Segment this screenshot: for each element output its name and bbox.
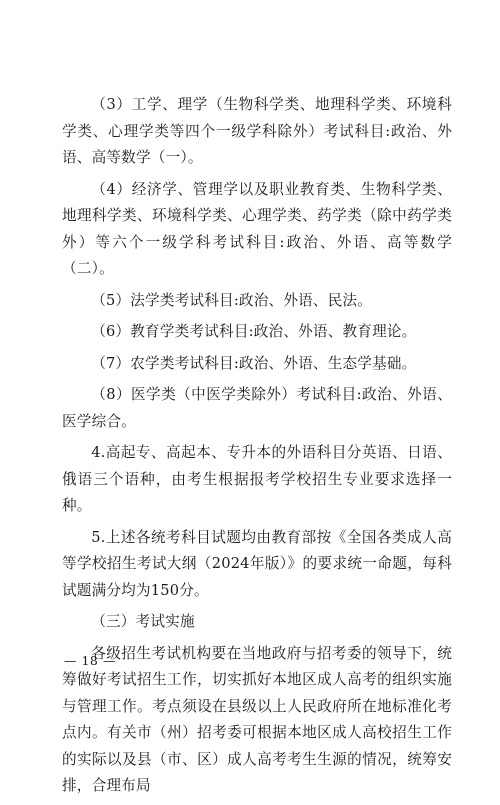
paragraph-exam-syllabus: 5.上述各统考科目试题均由教育部按《全国各类成人高等学校招生考试大纲（2024年版）》的要求统一命题，每科试题满分均为150分。 (62, 528, 452, 599)
paragraph-law-subjects: （5）法学类考试科目:政治、外语、民法。 (91, 291, 373, 309)
paragraph-agriculture-subjects: （7）农学类考试科目:政治、外语、生态学基础。 (91, 354, 417, 372)
section-heading-exam-implementation: （三）考试实施 (91, 613, 195, 630)
page-number: — 18 — (64, 653, 116, 668)
paragraph-exam-implementation: 各级招生考试机构要在当地政府与招考委的领导下，统筹做好考试招生工作，切实抓好本地区成人高考的组织实施与管理工作。考点须设在县级以上人民政府所在地标准化考点内。有关市（州）招考委可根据本地区成人高校招生工作的实际以及县（市、区）成人高考考生生源的情况，统筹安排，合理布局 (62, 644, 452, 794)
paragraph-engineering-science-subjects: （3）工学、理学（生物科学类、地理科学类、环境科学类、心理学类等四个一级学科除外）考试科目:政治、外语、高等数学（一）。 (62, 96, 452, 166)
paragraph-education-subjects: （6）教育学类考试科目:政治、外语、教育理论。 (91, 323, 417, 340)
paragraph-foreign-language-options: 4.高起专、高起本、专升本的外语科目分英语、日语、俄语三个语种，由考生根据报考学校招生专业要求选择一种。 (62, 444, 452, 514)
document-body (62, 92, 452, 805)
paragraph-medicine-subjects: （8）医学类（中医学类除外）考试科目:政治、外语、医学综合。 (62, 386, 452, 430)
paragraph-economics-management-subjects: （4）经济学、管理学以及职业教育类、生物科学类、地理科学类、环境科学类、心理学类、药学类（除中药学类外）等六个一级学科考试科目:政治、外语、高等数学（二）。 (62, 180, 452, 277)
